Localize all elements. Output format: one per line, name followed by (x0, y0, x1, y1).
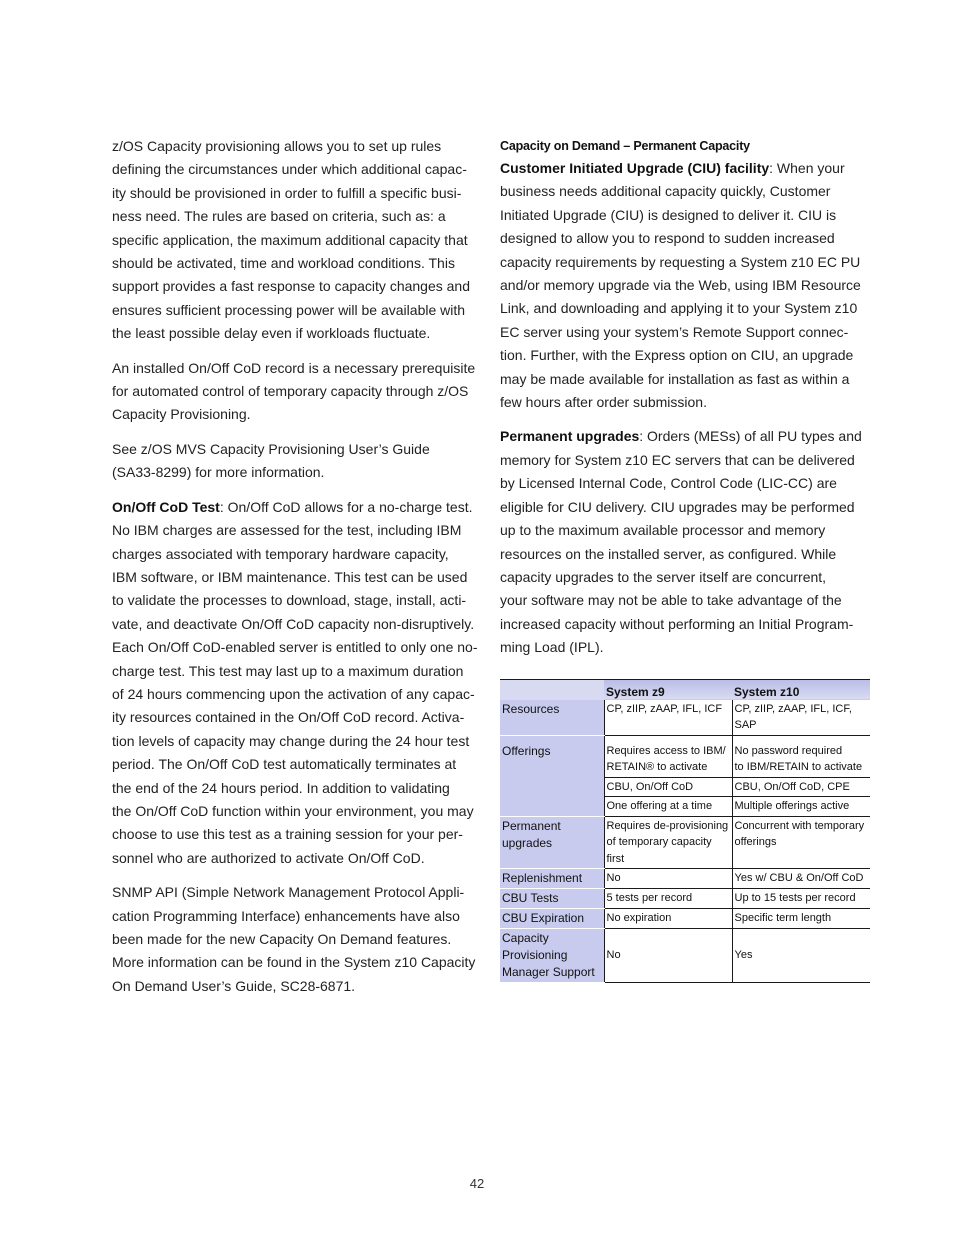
table-row (500, 700, 870, 736)
ciu-body: : When your business needs additional capacity quickly, Customer Initiated Upgrade (CIU) is designed to deliver it. CIU is designed to allow you to respond to sudden increased capacity requirements by requesting a System z10 EC PU and/or memory upgrade via the Web, using IBM Resource Link, and downloading and applying it to your System z10 EC server using your system’s Remote Support connec- tion. Further, with the Express option on CIU, an upgrade may be made available for installation as fast as within a few hours after order submission. (500, 160, 861, 411)
page-number: 42 (469, 1176, 485, 1191)
paragraph-permanent-upgrades (500, 425, 872, 659)
cell-z9: CBU, On/Off CoD (604, 777, 732, 797)
paragraph-capacity-provisioning: z/OS Capacity provisioning allows you to set up rules defining the circumstances under which additional capac- ity should be provisioned in order to fulfill a specific busi- ness need. The rules are based on criteria, such as: a specific application, the maximum additional capacity that should be activated, time and workload conditions. This support provides a fast response to capacity changes and ensures sufficient processing power will be available with the least possible delay even if workloads fluctuate. (112, 138, 470, 342)
cell-z9: No (604, 929, 732, 983)
cell-z10: CP, zIIP, zAAP, IFL, ICF, SAP (732, 700, 870, 736)
row-label: Resources (500, 700, 604, 736)
cell-z9: 5 tests per record (604, 889, 732, 909)
left-column (112, 135, 484, 1009)
ciu-lead: Customer Initiated Upgrade (CIU) facility (500, 160, 770, 176)
paragraph-onoff-record: An installed On/Off CoD record is a necessary prerequisite for automated control of temporary capacity through z/OS Capacity Provisioning. (112, 359, 476, 423)
permanent-upgrades-lead: Permanent upgrades (500, 428, 640, 445)
row-label: CBU Tests (500, 889, 604, 909)
table-row (500, 929, 870, 983)
cell-z9: CP, zIIP, zAAP, IFL, ICF (604, 700, 732, 736)
table-header-row (500, 679, 870, 700)
cell-z10: Yes (732, 929, 870, 983)
cell-z10: Specific term length (732, 909, 870, 929)
row-label: Permanent upgrades (500, 816, 604, 869)
table-row (500, 816, 870, 869)
cell-z10: No password required to IBM/RETAIN to activate (732, 735, 870, 777)
cell-z9: No expiration (604, 909, 732, 929)
comparison-table (500, 679, 870, 984)
table-row (500, 735, 870, 777)
row-label: Capacity Provisioning Manager Support (500, 929, 604, 983)
row-label: Replenishment (500, 869, 604, 889)
cell-z9: Requires access to IBM/ RETAIN® to activate (604, 735, 732, 777)
header-system-z9: System z9 (604, 679, 732, 700)
table-row (500, 909, 870, 929)
row-label: CBU Expiration (500, 909, 604, 929)
permanent-upgrades-body: : Orders (MESs) of all PU types and memory for System z10 EC servers that can be delivered by Licensed Internal Code, Control Code (LIC-CC) are eligible for CIU delivery. CIU upgrades may be performed up to the maximum available processor and memory resources on the installed server, as configured. While capacity upgrades to the server itself are concurrent, your software may not be able to take advantage of the increased capacity without performing an Initial Program- ming Load (IPL). (500, 428, 862, 656)
table-row (500, 869, 870, 889)
section-heading: Capacity on Demand – Permanent Capacity (500, 139, 750, 153)
onoff-test-body: : On/Off CoD allows for a no-charge test. No IBM charges are assessed for the test, including IBM charges associated with temporary hardware capacity, IBM software, or IBM maintenance. This test can be used to validate the processes to download, stage, install, acti- vate, and deactivate On/Off CoD capacity non-disruptively. Each On/Off CoD-enabled server is entitled to only one no- charge test. This test may last up to a maximum duration of 24 hours commencing upon the activation of any capac- ity resources contained in the On/Off CoD record. Activa- tion levels of capacity may change during the 24 hour test period. The On/Off CoD test automatically terminates at the end of the 24 hours period. In addition to validating the On/Off CoD function within your environment, you may choose to use this test as a training session for your per- sonnel who are authorized to activate On/Off CoD. (112, 498, 478, 866)
paragraph-ciu (500, 157, 872, 414)
cell-z9: No (604, 869, 732, 889)
cell-z10: Yes w/ CBU & On/Off CoD (732, 869, 870, 889)
cell-z10: Multiple offerings active (732, 797, 870, 817)
cell-z9: One offering at a time (604, 797, 732, 817)
right-column (500, 135, 872, 983)
onoff-test-lead: On/Off CoD Test (112, 498, 220, 515)
row-label: Offerings (500, 735, 604, 816)
paragraph-onoff-test (112, 496, 484, 871)
table-row (500, 889, 870, 909)
paragraph-snmp-api: SNMP API (Simple Network Management Protocol Appli- cation Programming Interface) enhancements have also been made for the new Capacity On Demand features. More information can be found in the System z10 Capacity On Demand User’s Guide, SC28-6871. (112, 884, 476, 994)
cell-z9: Requires de-provisioning of temporary capacity first (604, 816, 732, 869)
cell-z10: Up to 15 tests per record (732, 889, 870, 909)
paragraph-see-guide: See z/OS MVS Capacity Provisioning User’s Guide (SA33-8299) for more information. (112, 440, 430, 481)
header-blank (500, 679, 604, 700)
header-system-z10: System z10 (732, 679, 870, 700)
cell-z10: Concurrent with temporary offerings (732, 816, 870, 869)
cell-z10: CBU, On/Off CoD, CPE (732, 777, 870, 797)
